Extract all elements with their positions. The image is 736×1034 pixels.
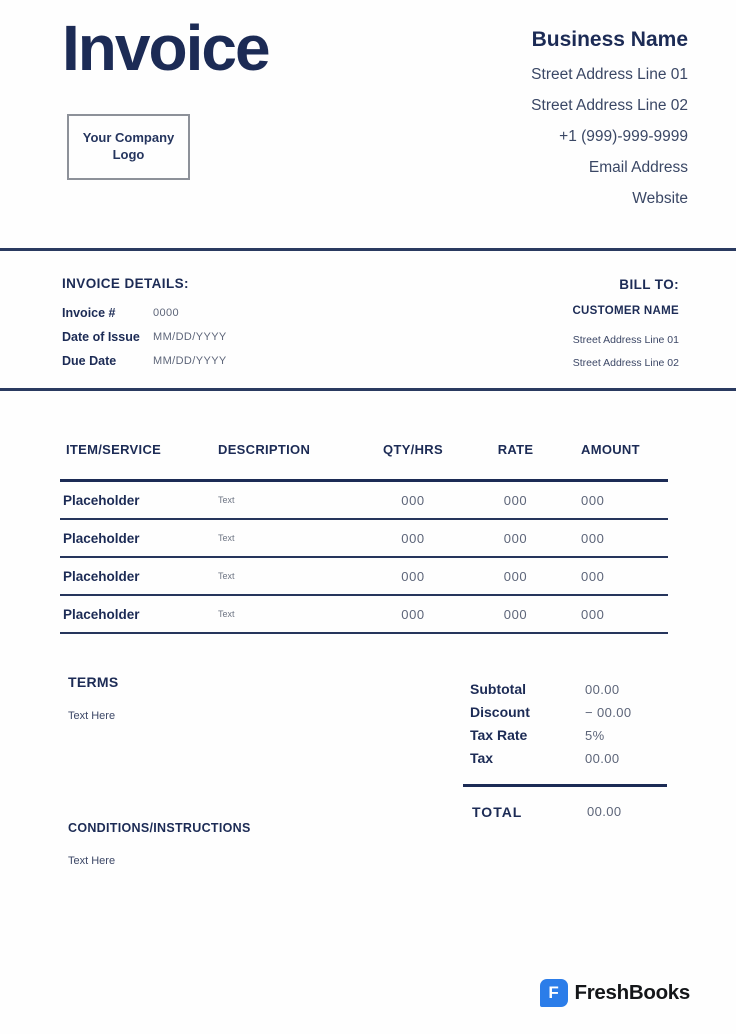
date-of-issue-label: Date of Issue (62, 330, 140, 344)
item-amount[interactable]: 000 (581, 530, 605, 546)
terms-text[interactable]: Text Here (68, 710, 116, 722)
item-qty[interactable]: 000 (401, 530, 425, 546)
item-amount[interactable]: 000 (581, 492, 605, 508)
invoice-number-value[interactable]: 0000 (153, 307, 180, 319)
header-qty-hrs: QTY/HRS (383, 442, 443, 457)
business-address-line-1[interactable]: Street Address Line 01 (531, 66, 688, 83)
item-rate[interactable]: 000 (503, 606, 528, 622)
tax-row (463, 747, 667, 770)
company-logo-box[interactable] (67, 114, 190, 180)
item-row (60, 482, 668, 520)
item-rate[interactable]: 000 (503, 492, 528, 508)
items-table (60, 442, 668, 634)
billing-address-line-1[interactable]: Street Address Line 01 (572, 334, 679, 346)
tax-rate-value[interactable]: 5% (585, 728, 605, 743)
terms-section (68, 634, 251, 867)
item-description[interactable]: Text (218, 533, 235, 543)
bottom-section (0, 634, 736, 867)
item-qty[interactable]: 000 (401, 492, 425, 508)
freshbooks-f-letter: F (548, 983, 559, 1002)
conditions-heading: CONDITIONS/INSTRUCTIONS (68, 821, 251, 835)
date-of-issue-value[interactable]: MM/DD/YYYY (153, 331, 227, 343)
item-amount[interactable]: 000 (581, 568, 605, 584)
item-name[interactable]: Placeholder (63, 568, 140, 584)
bill-to-heading: BILL TO: (619, 277, 679, 292)
totals-section (463, 634, 667, 867)
item-name[interactable]: Placeholder (63, 530, 140, 546)
subtotal-label: Subtotal (470, 681, 526, 697)
discount-label: Discount (470, 704, 530, 720)
company-logo-text: Your Company Logo (82, 130, 175, 162)
divider-meta (0, 388, 736, 391)
item-rate[interactable]: 000 (503, 530, 528, 546)
header-description: DESCRIPTION (218, 442, 311, 457)
totals-divider (463, 784, 667, 787)
item-row (60, 596, 668, 634)
item-name[interactable]: Placeholder (63, 606, 140, 622)
invoice-details (62, 276, 227, 388)
billing-address-line-2[interactable]: Street Address Line 02 (572, 357, 679, 369)
item-description[interactable]: Text (218, 609, 235, 619)
subtotal-row (463, 678, 667, 701)
due-date-value[interactable]: MM/DD/YYYY (153, 355, 227, 367)
freshbooks-brand-name: FreshBooks (574, 981, 690, 1004)
due-date-label: Due Date (62, 354, 117, 368)
invoice-details-heading: INVOICE DETAILS: (62, 276, 189, 291)
tax-rate-row (463, 724, 667, 747)
meta-section (0, 251, 736, 388)
tax-label: Tax (470, 750, 494, 766)
item-qty[interactable]: 000 (401, 568, 425, 584)
item-row (60, 520, 668, 558)
business-website[interactable]: Website (632, 190, 688, 207)
item-amount[interactable]: 000 (581, 606, 605, 622)
header-rate: RATE (497, 442, 534, 457)
freshbooks-f-icon (540, 979, 568, 1007)
subtotal-value[interactable]: 00.00 (585, 682, 620, 697)
header-left (62, 12, 269, 248)
conditions-text[interactable]: Text Here (68, 855, 116, 867)
conditions-section (68, 821, 251, 867)
item-qty[interactable]: 000 (401, 606, 425, 622)
due-date-row (62, 349, 227, 373)
item-name[interactable]: Placeholder (63, 492, 140, 508)
terms-heading: TERMS (68, 674, 119, 690)
items-table-header (60, 442, 668, 482)
total-row (463, 804, 667, 820)
business-info (531, 16, 688, 248)
customer-name[interactable]: CUSTOMER NAME (572, 305, 679, 317)
business-name[interactable]: Business Name (531, 28, 688, 51)
item-description[interactable]: Text (218, 495, 235, 505)
item-description[interactable]: Text (218, 571, 235, 581)
item-row (60, 558, 668, 596)
tax-value[interactable]: 00.00 (585, 751, 620, 766)
freshbooks-logo[interactable] (540, 979, 690, 1007)
business-phone[interactable]: +1 (999)-999-9999 (559, 128, 688, 145)
discount-row (463, 701, 667, 724)
invoice-number-label: Invoice # (62, 306, 116, 320)
invoice-title: Invoice (62, 12, 269, 84)
header-amount: AMOUNT (581, 442, 640, 457)
bill-to-section (572, 276, 679, 388)
discount-value[interactable]: − 00.00 (585, 705, 632, 720)
business-email[interactable]: Email Address (588, 159, 688, 176)
invoice-number-row (62, 301, 227, 325)
header-item-service: ITEM/SERVICE (66, 442, 162, 457)
total-label: TOTAL (472, 804, 523, 820)
total-value[interactable]: 00.00 (587, 804, 622, 819)
item-rate[interactable]: 000 (503, 568, 528, 584)
business-address-line-2[interactable]: Street Address Line 02 (531, 97, 688, 114)
header (0, 0, 736, 248)
date-of-issue-row (62, 325, 227, 349)
tax-rate-label: Tax Rate (470, 727, 528, 743)
